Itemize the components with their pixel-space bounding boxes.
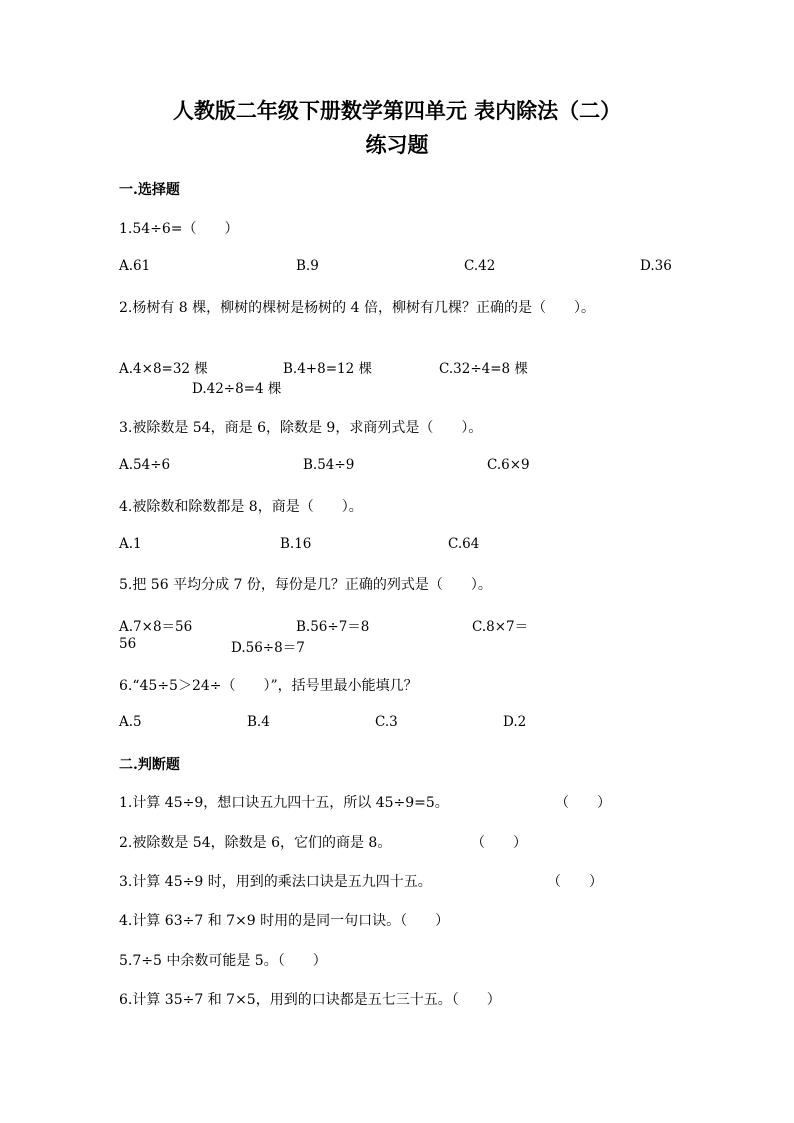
judge-2-answer-blank: （ ） [471, 835, 527, 851]
choice-question-2: 2.杨树有 8 棵，柳树的棵树是杨树的 4 倍，柳树有几棵？正确的是（ ）。 [119, 300, 595, 316]
page-title: 人教版二年级下册数学第四单元 表内除法（二） [172, 98, 622, 123]
judge-1-answer-blank: （ ） [555, 795, 611, 811]
choice-1-option-b: B.9 [296, 258, 319, 274]
choice-4-option-a: A.1 [119, 536, 142, 552]
choice-4-option-c: C.64 [448, 536, 480, 552]
judge-question-4: 4.计算 63÷7 和 7×9 时用的是同一句口诀。（ ） [119, 913, 450, 929]
judge-question-3: 3.计算 45÷9 时，用到的乘法口诀是五九四十五。 [119, 874, 432, 890]
choice-5-option-c: C.8×7＝ [472, 619, 529, 635]
choice-6-option-c: C.3 [375, 714, 398, 730]
choice-6-option-b: B.4 [247, 714, 270, 730]
choice-6-option-d: D.2 [503, 714, 527, 730]
choice-1-option-a: A.61 [119, 258, 151, 274]
section-heading-choice: 一.选择题 [119, 182, 180, 198]
choice-3-option-b: B.54÷9 [303, 457, 355, 473]
choice-question-5: 5.把 56 平均分成 7 份，每份是几？正确的列式是（ ）。 [119, 577, 492, 593]
choice-question-3: 3.被除数是 54，商是 6，除数是 9，求商列式是（ ）。 [119, 420, 483, 436]
choice-2-option-d: D.42÷8=4 棵 [192, 381, 282, 397]
judge-question-2: 2.被除数是 54，除数是 6，它们的商是 8。 [119, 835, 392, 851]
choice-2-option-a: A.4×8=32 棵 [119, 361, 208, 377]
judge-3-answer-blank: （ ） [547, 874, 603, 890]
choice-5-option-d: D.56÷8＝7 [231, 640, 305, 656]
choice-2-option-c: C.32÷4=8 棵 [439, 361, 528, 377]
choice-question-4: 4.被除数和除数都是 8，商是（ ）。 [119, 499, 363, 515]
choice-2-option-b: B.4+8=12 棵 [283, 361, 372, 377]
choice-3-option-c: C.6×9 [487, 457, 530, 473]
choice-question-1: 1.54÷6=（ ） [119, 221, 239, 237]
choice-1-option-c: C.42 [464, 258, 496, 274]
choice-5-option-a: A.7×8＝56 [119, 619, 193, 635]
choice-3-option-a: A.54÷6 [119, 457, 171, 473]
choice-5-option-b: B.56÷7＝8 [296, 619, 370, 635]
section-heading-judge: 二.判断题 [119, 757, 180, 773]
judge-question-1: 1.计算 45÷9，想口诀五九四十五，所以 45÷9=5。 [119, 795, 449, 811]
choice-5-option-c-wrap: 56 [119, 636, 137, 652]
choice-1-option-d: D.36 [640, 258, 672, 274]
choice-6-option-a: A.5 [119, 714, 142, 730]
judge-question-5: 5.7÷5 中余数可能是 5。（ ） [119, 953, 327, 969]
judge-question-6: 6.计算 35÷7 和 7×5，用到的口诀都是五七三十五。（ ） [119, 992, 501, 1008]
page-subtitle: 练习题 [365, 132, 429, 157]
choice-question-6: 6.“45÷5＞24÷（ ）”，括号里最小能填几？ [119, 678, 418, 694]
choice-4-option-b: B.16 [280, 536, 312, 552]
